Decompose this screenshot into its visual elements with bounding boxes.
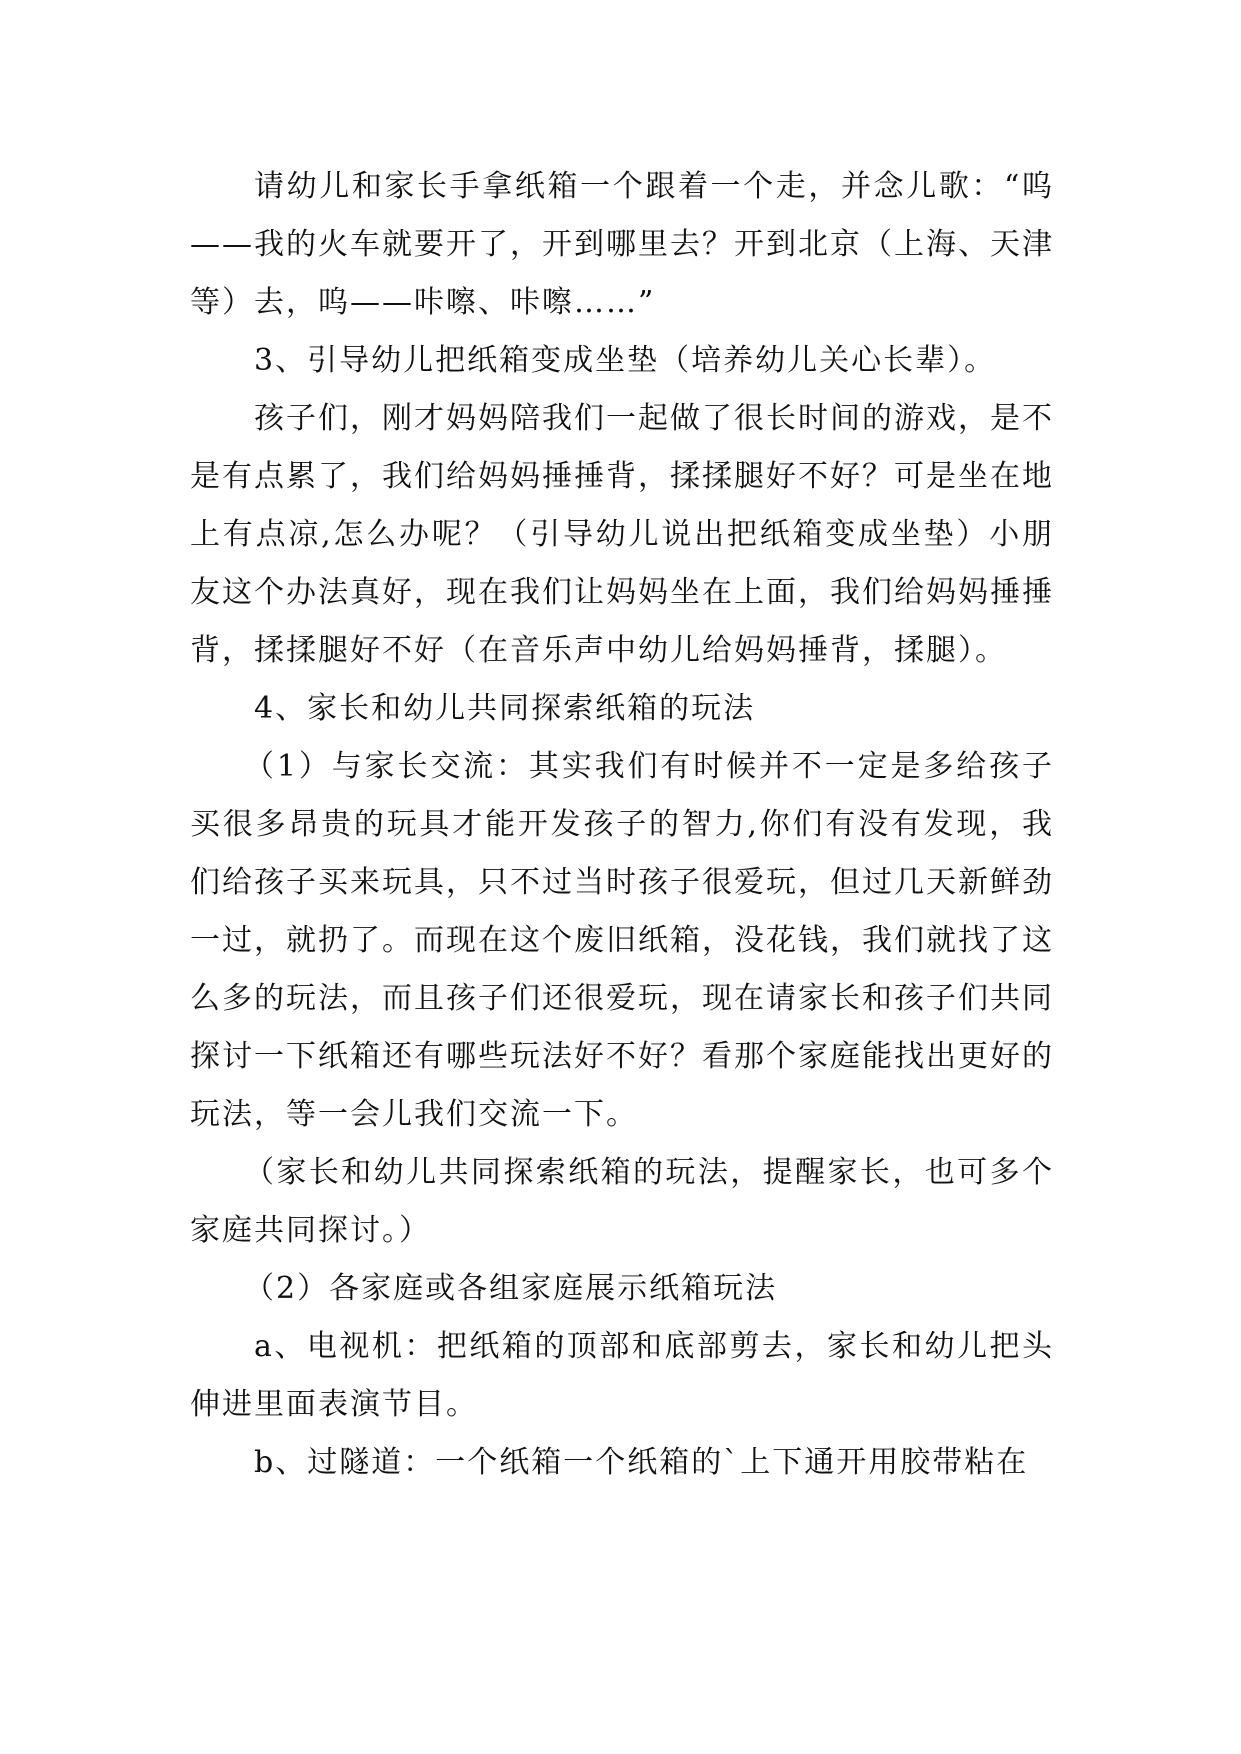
paragraph-step-4-heading: 4、家长和幼儿共同探索纸箱的玩法: [254, 691, 756, 726]
paragraph-parent-exchange: （1）与家长交流：其实我们有时候并不一定是多给孩子买很多昂贵的玩具才能开发孩子的智力,你们有没有发现，我们给孩子买来玩具，只不过当时孩子很爱玩，但过几天新鲜劲一过，就扔了。而现在这个废旧纸箱，没花钱，我们就找了这么多的玩法，而且孩子们还很爱玩，现在请家长和孩子们共同探讨一下纸箱还有哪些玩法好不好？看那个家庭能找出更好的玩法，等一会儿我们交流一下。: [190, 749, 1054, 1132]
paragraph-tunnel-game: b、过隧道：一个纸箱一个纸箱的`上下通开用胶带粘在: [254, 1445, 1029, 1480]
paragraph-explore-note: （家长和幼儿共同探索纸箱的玩法，提醒家长，也可多个家庭共同探讨。）: [190, 1155, 1054, 1248]
paragraph-cushion-activity: 孩子们，刚才妈妈陪我们一起做了很长时间的游戏，是不是有点累了，我们给妈妈捶捶背，揉揉腿好不好？可是坐在地上有点凉,怎么办呢？（引导幼儿说出把纸箱变成坐垫）小朋友这个办法真好，现在我们让妈妈坐在上面，我们给妈妈捶捶背，揉揉腿好不好（在音乐声中幼儿给妈妈捶背，揉腿）。: [190, 401, 1054, 668]
paragraph-train-song: 请幼儿和家长手拿纸箱一个跟着一个走，并念儿歌：“呜——我的火车就要开了，开到哪里去？开到北京（上海、天津等）去，呜——咔嚓、咔嚓……”: [190, 169, 1054, 320]
document-page: [190, 158, 1054, 1492]
paragraph-step-3-heading: 3、引导幼儿把纸箱变成坐垫（培养幼儿关心长辈）。: [254, 343, 997, 378]
paragraph-showcase-heading: （2）各家庭或各组家庭展示纸箱玩法: [244, 1271, 778, 1306]
paragraph-tv-game: a、电视机：把纸箱的顶部和底部剪去，家长和幼儿把头伸进里面表演节目。: [190, 1329, 1054, 1422]
